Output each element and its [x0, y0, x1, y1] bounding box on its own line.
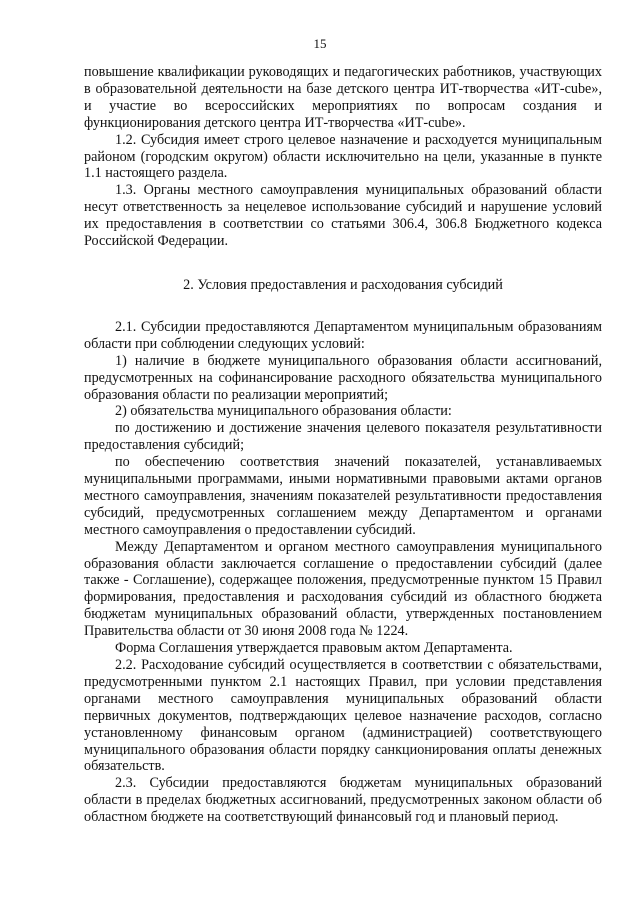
condition-1: 1) наличие в бюджете муниципального образования области ассигнований, предусмотренных на софинансирование расходного обязательства муниципального образования области по реализации мероприятий; — [84, 352, 602, 403]
paragraph-1-1-continuation: повышение квалификации руководящих и педагогических работников, участвующих в образовательной деятельности на базе детского центра ИТ-творчества «ИТ-cube», и участие во всероссийских мероприятиях по вопросам создания и функционирования детского центра ИТ-творчества «ИТ-cube». — [84, 64, 602, 131]
paragraph-agreement-form: Форма Соглашения утверждается правовым актом Департамента. — [115, 640, 513, 657]
paragraph-2-2: 2.2. Расходование субсидий осуществляется в соответствии с обязательствами, предусмотренными пунктом 2.1 настоящих Правил, при условии представления органами местного самоуправления муниципальных образований области первичных документов, подтверждающих целевое назначение расходов, согласно установленному финансовым органом (администрацией) соответствующего муниципального образования области порядку санкционирования оплаты денежных обязательств. — [84, 657, 602, 775]
obligation-target-indicator: по достижению и достижение значения целевого показателя результативности предоставления субсидий; — [84, 420, 602, 454]
document-body — [84, 64, 602, 826]
page-number: 15 — [313, 36, 327, 51]
section-2-heading: 2. Условия предоставления и расходования субсидий — [183, 276, 503, 293]
obligation-indicator-conformity: по обеспечению соответствия значений показателей, устанавливаемых муниципальными программами, иными нормативными правовыми актами органов местного самоуправления, значениям показателей результативности предоставления субсидий, предусмотренных соглашением между Департаментом и органами местного самоуправления о предоставлении субсидий. — [84, 454, 602, 538]
condition-2: 2) обязательства муниципального образования области: — [115, 403, 452, 420]
paragraph-agreement: Между Департаментом и органом местного самоуправления муниципального образования области заключается соглашение о предоставлении субсидий (далее также - Соглашение), содержащее положения, предусмотренные пунктом 15 Правил формирования, предоставления и расходования субсидий из областного бюджета бюджетам муниципальных образований области, утвержденных постановлением Правительства области от 30 июня 2008 года № 1224. — [84, 538, 602, 640]
paragraph-2-1: 2.1. Субсидии предоставляются Департаментом муниципальным образованиям области при соблюдении следующих условий: — [84, 318, 602, 352]
paragraph-1-2: 1.2. Субсидия имеет строго целевое назначение и расходуется муниципальным районом (городским округом) области исключительно на цели, указанные в пункте 1.1 настоящего раздела. — [84, 131, 602, 182]
paragraph-1-3: 1.3. Органы местного самоуправления муниципальных образований области несут ответственность за нецелевое использование субсидий и нарушение условий их предоставления в соответствии со статьями 306.4, 306.8 Бюджетного кодекса Российской Федерации. — [84, 182, 602, 250]
paragraph-2-3: 2.3. Субсидии предоставляются бюджетам муниципальных образований области в пределах бюджетных ассигнований, предусмотренных законом области об областном бюджете на соответствующий финансовый год и плановый период. — [84, 775, 602, 826]
